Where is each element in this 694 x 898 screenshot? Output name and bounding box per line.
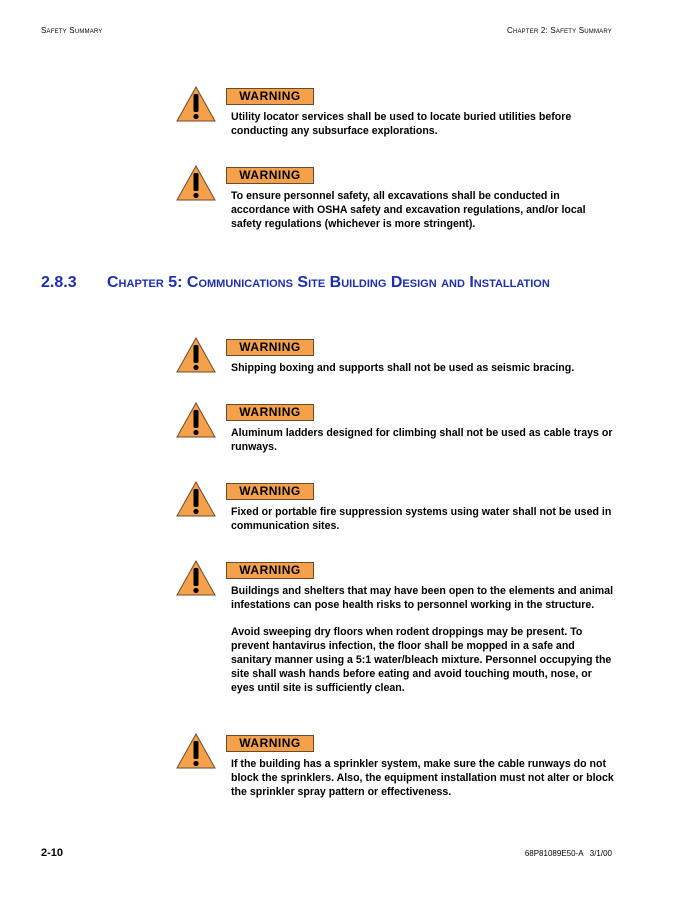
warning-paragraph: Aluminum ladders designed for climbing shall not be used as cable trays or runways. xyxy=(231,427,613,453)
page-number: 2-10 xyxy=(41,847,64,859)
running-header-left: Safety Summary xyxy=(41,26,103,35)
warning-label: WARNING xyxy=(226,735,314,752)
warning-label: WARNING xyxy=(226,404,314,421)
warning-paragraph: Utility locator services shall be used to locate buried utilities before conducting any subsurface explorations. xyxy=(231,111,572,137)
warning-triangle-icon xyxy=(176,165,216,201)
warning-label: WARNING xyxy=(226,167,314,184)
section-heading xyxy=(41,272,601,294)
warning-paragraph: To ensure personnel safety, all excavations shall be conducted in accordance with OSHA safety and excavation regulations, and/or local safety regulations (whichever is more stringent). xyxy=(231,190,586,230)
warning-label: WARNING xyxy=(226,483,314,500)
warning-triangle-icon xyxy=(176,86,216,122)
warning-text xyxy=(231,426,616,454)
warning-paragraph: Avoid sweeping dry floors when rodent droppings may be present. To prevent hantavirus infection, the floor shall be mopped in a safe and sanitary manner using a 5:1 water/bleach mixture. Personnel occupying the site shall wash hands before eating and avoid touching mouth, nose, or eyes until site is sufficiently clean. xyxy=(231,626,612,694)
running-header-right: Chapter 2: Safety Summary xyxy=(506,26,612,35)
warning-label: WARNING xyxy=(226,339,314,356)
warning-text xyxy=(231,505,616,533)
warning-text xyxy=(231,110,616,138)
warning-paragraph: Buildings and shelters that may have been open to the elements and animal infestations can pose health risks to personnel working in the structure. xyxy=(231,585,614,611)
warning-triangle-icon xyxy=(176,733,216,769)
warning-text xyxy=(231,757,616,799)
warning-triangle-icon xyxy=(176,481,216,517)
warning-text xyxy=(231,584,616,695)
warning-triangle-icon xyxy=(176,337,216,373)
warning-triangle-icon xyxy=(176,402,216,438)
warning-text xyxy=(231,361,616,375)
warning-label: WARNING xyxy=(226,88,314,105)
warning-paragraph: Fixed or portable fire suppression systems using water shall not be used in communication sites. xyxy=(231,506,612,532)
warning-paragraph: Shipping boxing and supports shall not be used as seismic bracing. xyxy=(231,362,575,374)
section-title: Chapter 5: Communications Site Building Design and Installation xyxy=(107,274,550,291)
section-number: 2.8.3 xyxy=(41,274,77,291)
warning-paragraph: If the building has a sprinkler system, make sure the cable runways do not block the sprinklers. Also, the equipment installation must not alter or block the sprinkler spray pattern or effectiveness. xyxy=(231,758,614,798)
warning-text xyxy=(231,189,616,231)
warning-label: WARNING xyxy=(226,562,314,579)
document-id: 68P81089E50-A 3/1/00 xyxy=(524,849,612,858)
warning-triangle-icon xyxy=(176,560,216,596)
